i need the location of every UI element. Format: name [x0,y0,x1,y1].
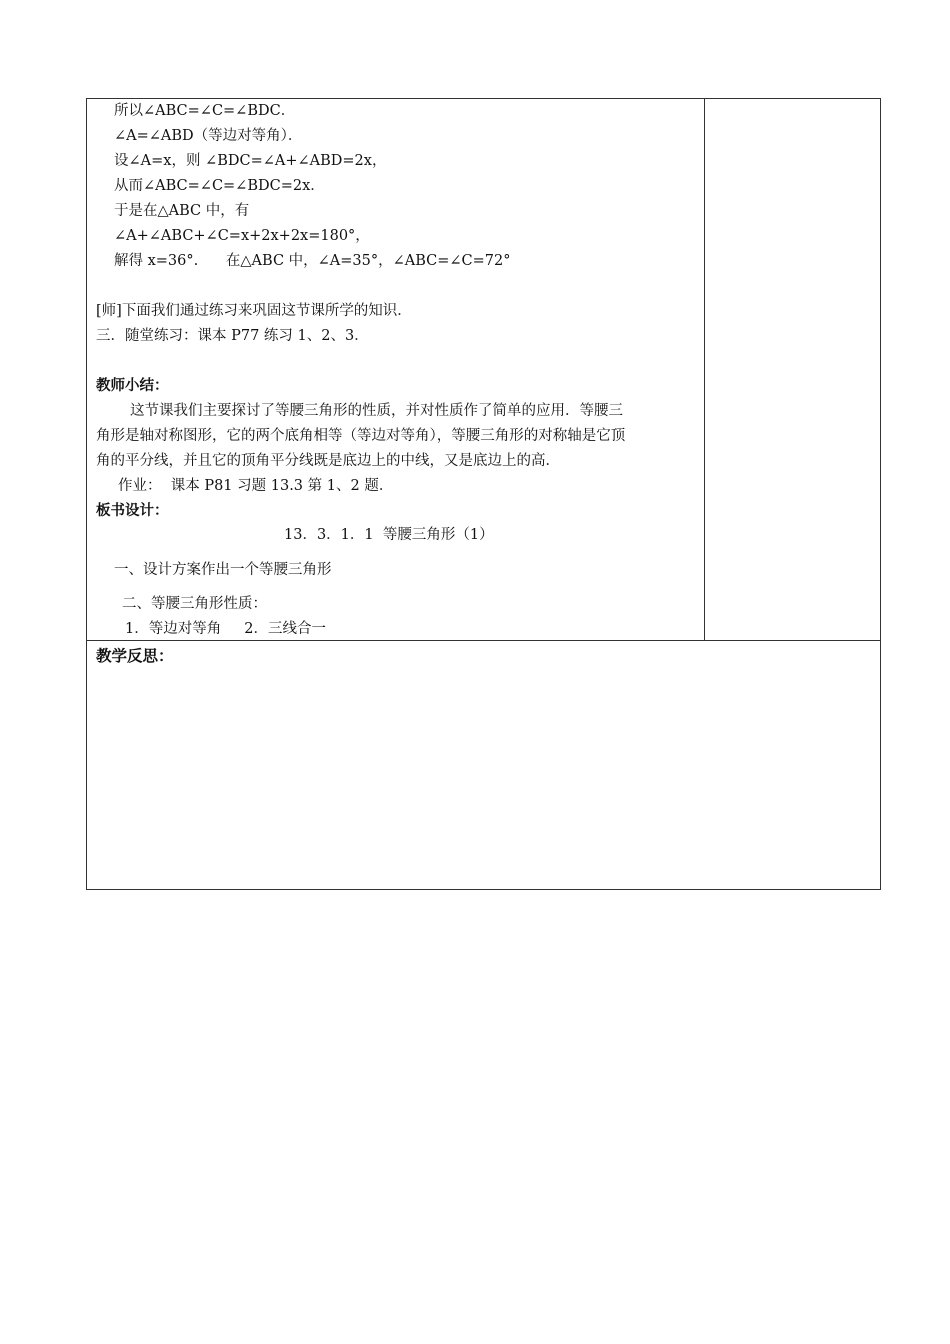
reflection-heading: 教学反思： [96,647,174,665]
teacher-line: [师]下面我们通过练习来巩固这节课所学的知识． [96,303,412,319]
homework-line: 作业： 课本 P81 习题 13.3 第 1、2 题． [118,478,394,494]
lesson-content-cell [87,99,705,640]
proof-step: 所以∠ABC=∠C=∠BDC． [114,103,296,119]
summary-line: 角形是轴对称图形，它的两个底角相等（等边对等角），等腰三角形的对称轴是它顶 [96,428,626,444]
board-design-item: 一、设计方案作出一个等腰三角形 [114,562,332,578]
proof-step: 于是在△ABC 中，有 [114,203,250,219]
notes-cell [705,99,880,640]
summary-heading: 教师小结： [96,378,169,394]
board-design-item: 二、等腰三角形性质： [122,596,267,612]
proof-step: 设∠A=x，则 ∠BDC=∠A+∠ABD=2x， [114,153,387,169]
proof-step: 解得 x=36°. 在△ABC 中，∠A=35°，∠ABC=∠C=72° [114,253,511,269]
lesson-plan-table [86,98,881,890]
board-design-title: 13．3．1．1 等腰三角形（1） [284,527,494,543]
reflection-row [87,641,880,889]
practice-line: 三．随堂练习：课本 P77 练习 1、2、3． [96,328,369,344]
board-design-subitem: 1．等边对等角 2．三线合一 [125,621,326,637]
lesson-content-row [87,99,880,641]
board-design-heading: 板书设计： [96,503,169,519]
proof-step: ∠A=∠ABD（等边对等角）． [114,128,303,144]
summary-line: 这节课我们主要探讨了等腰三角形的性质，并对性质作了简单的应用．等腰三 [130,403,623,419]
summary-line: 角的平分线，并且它的顶角平分线既是底边上的中线，又是底边上的高． [96,453,560,469]
proof-step: ∠A+∠ABC+∠C=x+2x+2x=180°， [114,228,370,244]
proof-step: 从而∠ABC=∠C=∠BDC=2x． [114,178,325,194]
